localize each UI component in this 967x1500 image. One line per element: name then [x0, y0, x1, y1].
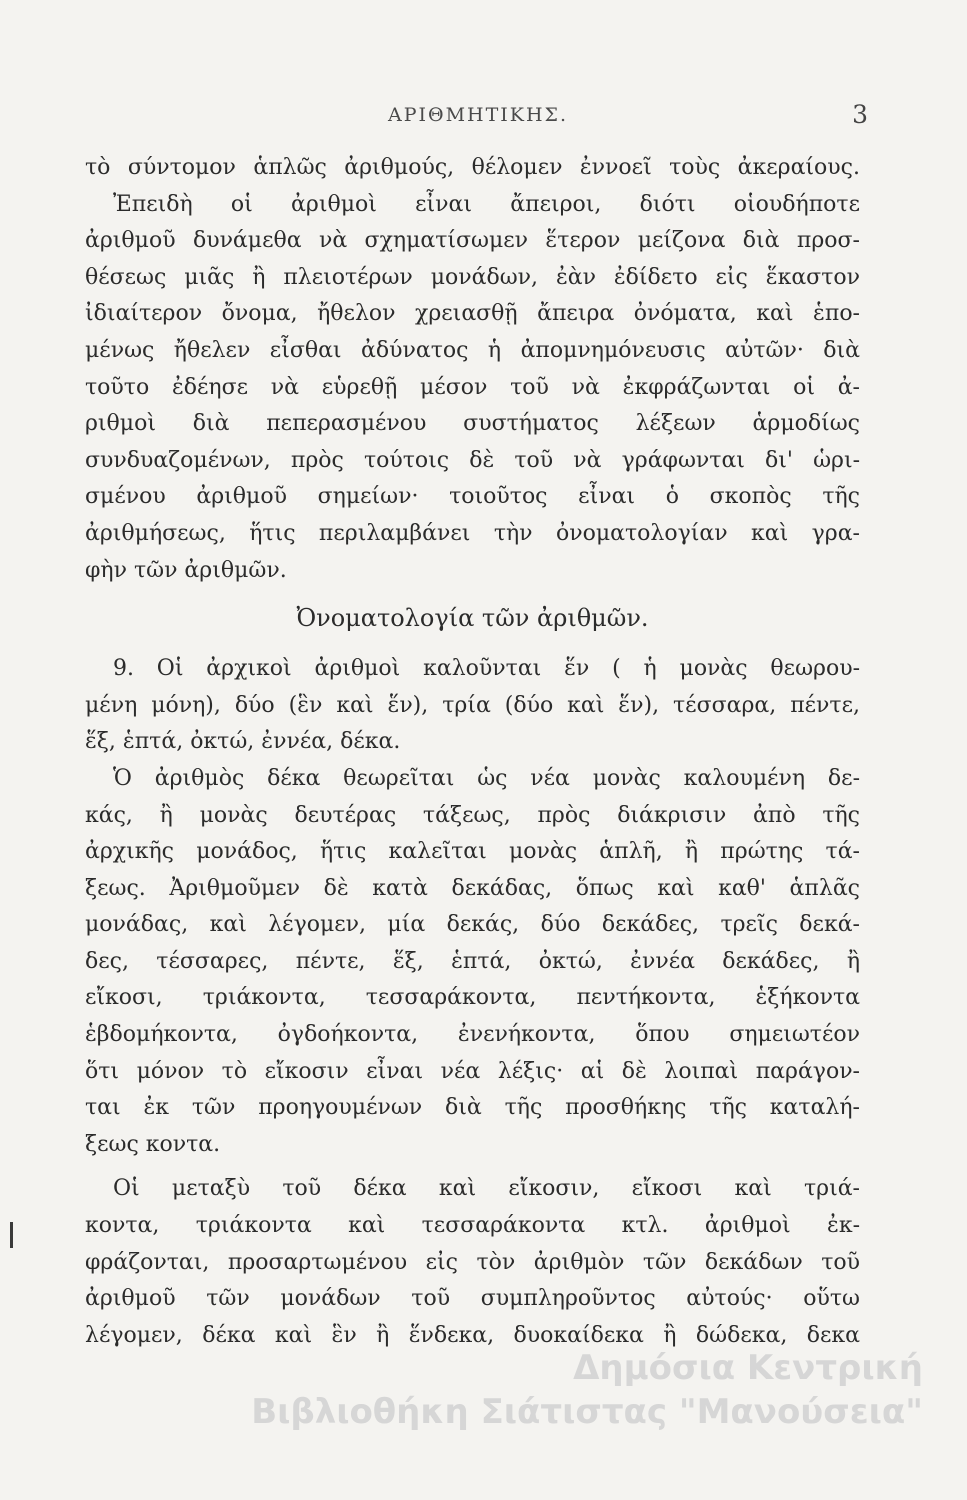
text-line: φὴν τῶν ἀριθμῶν. — [85, 557, 287, 583]
text-line: δες, τέσσαρες, πέντε, ἕξ, ἑπτά, ὀκτώ, ἐννέα δεκάδες, ἢ — [85, 948, 860, 974]
text-line: ὅτι μόνον τὸ εἴκοσιν εἶναι νέα λέξις· αἱ δὲ λοιπαὶ παράγον- — [85, 1058, 860, 1084]
text-line: μένη μόνη), δύο (ἓν καὶ ἕν), τρία (δύο καὶ ἕν), τέσσαρα, πέντε, — [85, 692, 860, 718]
running-head: ΑΡΙΘΜΗΤΙΚΗΣ. — [387, 104, 569, 126]
page-header — [88, 100, 868, 144]
text-line: 9. Οἱ ἀρχικοὶ ἀριθμοὶ καλοῦνται ἕν ( ἡ μονὰς θεωρου- — [113, 656, 860, 682]
text-line: ἀριθμοῦ τῶν μονάδων τοῦ συμπληροῦντος αὐτούς· οὕτω — [85, 1286, 860, 1312]
text-line: ἰδιαίτερον ὄνομα, ἤθελον χρειασθῇ ἄπειρα ὀνόματα, καὶ ἑπο- — [85, 301, 860, 327]
text-line: κοντα, τριάκοντα καὶ τεσσαράκοντα κτλ. ἀριθμοὶ ἐκ- — [85, 1213, 860, 1239]
text-line: ἀρχικῆς μονάδος, ἥτις καλεῖται μονὰς ἁπλῆ, ἢ πρώτης τά- — [85, 839, 860, 865]
binding-mark — [10, 1222, 13, 1248]
text-line: ξεως κοντα. — [85, 1131, 221, 1157]
text-line: τὸ σύντομον ἁπλῶς ἀριθμούς, θέλομεν ἐννοεῖ τοὺς ἀκεραίους. — [85, 155, 860, 180]
text-line: ἑβδομήκοντα, ὀγδοήκοντα, ἐνενήκοντα, ὅπου σημειωτέον — [85, 1022, 860, 1048]
text-line: μονάδας, καὶ λέγομεν, μία δεκάς, δύο δεκάδες, τρεῖς δεκά- — [85, 912, 860, 938]
section-heading: Ὀνοματολογία τῶν ἀριθμῶν. — [296, 604, 649, 633]
text-line: Ὁ ἀριθμὸς δέκα θεωρεῖται ὡς νέα μονὰς καλουμένη δε- — [113, 765, 860, 791]
text-line: τοῦτο ἐδέησε νὰ εὑρεθῇ μέσον τοῦ νὰ ἐκφράζωνται οἱ ἀ- — [85, 374, 860, 400]
library-watermark — [251, 1346, 923, 1434]
text-line: Ἐπειδὴ οἱ ἀριθμοὶ εἶναι ἄπειροι, διότι οἱουδήποτε — [113, 191, 860, 217]
text-line: φράζονται, προσαρτωμένου εἰς τὸν ἀριθμὸν τῶν δεκάδων τοῦ — [85, 1249, 860, 1275]
text-line: ἕξ, ἑπτά, ὀκτώ, ἐννέα, δέκα. — [85, 729, 401, 755]
text-line: εἴκοσι, τριάκοντα, τεσσαράκοντα, πεντήκοντα, ἑξήκοντα — [85, 985, 860, 1011]
text-line: μένως ἤθελεν εἶσθαι ἀδύνατος ἡ ἀπομνημόνευσις αὐτῶν· διὰ — [85, 337, 860, 363]
page-number: 3 — [852, 100, 868, 129]
text-line: Οἱ μεταξὺ τοῦ δέκα καὶ εἴκοσιν, εἴκοσι καὶ τριά- — [113, 1176, 860, 1202]
text-line: θέσεως μιᾶς ἢ πλειοτέρων μονάδων, ἐὰν ἐδίδετο εἰς ἕκαστον — [85, 264, 860, 290]
watermark-line: Βιβλιοθήκη Σιάτιστας "Μανούσεια" — [251, 1392, 923, 1432]
text-line: σμένου ἀριθμοῦ σημείων· τοιοῦτος εἶναι ὁ σκοπὸς τῆς — [85, 484, 860, 510]
text-line: ριθμοὶ διὰ πεπερασμένου συστήματος λέξεων ἁρμοδίως — [85, 411, 860, 437]
text-line: ται ἐκ τῶν προηγουμένων διὰ τῆς προσθήκης τῆς καταλή- — [85, 1095, 860, 1121]
text-line: λέγομεν, δέκα καὶ ἓν ἢ ἕνδεκα, δυοκαίδεκα ἢ δώδεκα, δεκα — [85, 1322, 860, 1348]
body-text — [85, 150, 860, 1354]
watermark-line: Δημόσια Κεντρική — [573, 1348, 923, 1388]
text-line: συνδυαζομένων, πρὸς τούτοις δὲ τοῦ νὰ γράφωνται δι' ὡρι- — [85, 447, 860, 473]
text-line: ἀριθμοῦ δυνάμεθα νὰ σχηματίσωμεν ἕτερον μείζονα διὰ προσ- — [85, 228, 860, 254]
text-line: κάς, ἢ μονὰς δευτέρας τάξεως, πρὸς διάκρισιν ἀπὸ τῆς — [85, 802, 860, 828]
text-line: ἀριθμήσεως, ἥτις περιλαμβάνει τὴν ὀνοματολογίαν καὶ γρα- — [85, 520, 860, 546]
text-line: ξεως. Ἀριθμοῦμεν δὲ κατὰ δεκάδας, ὅπως καὶ καθ' ἁπλᾶς — [85, 875, 860, 901]
